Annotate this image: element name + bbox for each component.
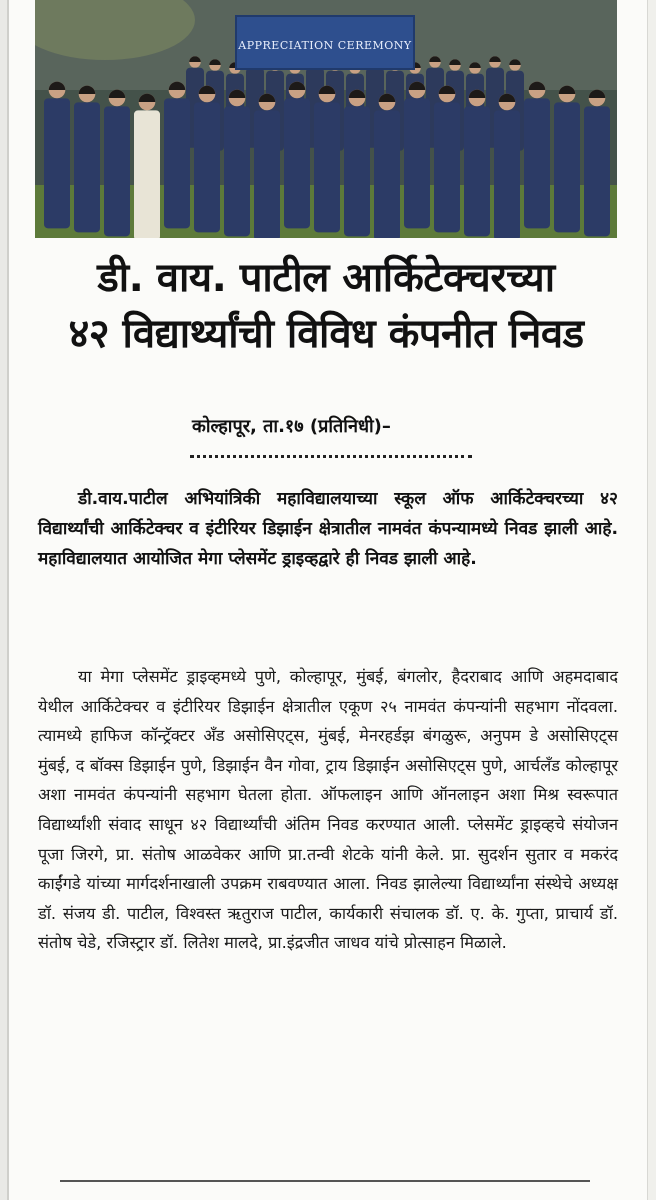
bottom-divider: [60, 1180, 590, 1182]
dateline: कोल्हापूर, ता.१७ (प्रतिनिधी)–: [192, 416, 391, 437]
person-body: [584, 106, 610, 236]
person-body: [284, 98, 310, 228]
person-body: [524, 98, 550, 228]
person-body: [104, 106, 130, 236]
person-body: [314, 102, 340, 232]
person-body: [74, 102, 100, 232]
person-body: [464, 106, 490, 236]
group-photo: [35, 0, 617, 238]
person-body: [134, 110, 160, 238]
person-body: [164, 98, 190, 228]
body-paragraph: या मेगा प्लेसमेंट ड्राइव्हमध्ये पुणे, कोल्हापूर, मुंबई, बंगलोर, हैदराबाद आणि अहमदाबाद येथील आर्किटेक्चर व इंटीरियर डिझाईन क्षेत्रातील एकूण २५ नामवंत कंपन्यांनी सहभाग नोंदवला. त्यामध्ये हाफिज कॉन्ट्रॅक्टर अँड असोसिएट्स, मुंबई, मेनरहर्डझ बंगळुरू, अनुपम डे असोसिएट्स मुंबई, द बॉक्स डिझाईन पुणे, डिझाईन वैन गोवा, ट्राय डिझाईन असोसिएट्स पुणे, आर्चलँड कोल्हापूर अशा नामवंत कंपन्यांनी सहभाग घेतला होता. ऑफलाइन आणि ऑनलाइन अशा मिश्र स्वरूपात विद्यार्थ्यांशी संवाद साधून ४२ विद्यार्थ्यांची अंतिम निवड करण्यात आली. प्लेसमेंट ड्राइव्हचे संयोजन पूजा जिरगे, प्रा. संतोष आळवेकर आणि प्रा.तन्वी शेटके यांनी केले. प्रा. सुदर्शन सुतार व मकरंद काईंगडे यांच्या मार्गदर्शनाखाली उपक्रम राबवण्यात आला. निवड झालेल्या विद्यार्थ्यांना संस्थेचे अध्यक्ष डॉ. संजय डी. पाटील, विश्वस्त ऋतुराज पाटील, कार्यकारी संचालक डॉ. ए. के. गुप्ता, प्राचार्य डॉ. संतोष चेडे, रजिस्ट्रार डॉ. लितेश मालदे, प्रा.इंद्रजीत जाधव यांचे प्रोत्साहन मिळाले.: [38, 667, 618, 953]
person-body: [44, 98, 70, 228]
dotted-divider: [190, 455, 472, 458]
person-body: [494, 110, 520, 238]
person-body: [404, 98, 430, 228]
headline-line-1: डी. वाय. पाटील आर्किटेक्चरच्या: [97, 255, 555, 301]
person-body: [194, 102, 220, 232]
person-body: [344, 106, 370, 236]
person-body: [224, 106, 250, 236]
person-body: [374, 110, 400, 238]
person-body: [554, 102, 580, 232]
headline-line-2: ४२ विद्यार्थ्यांची विविध कंपनीत निवड: [68, 311, 584, 357]
ceremony-banner: APPRECIATION CEREMONY: [235, 15, 415, 70]
headline: [35, 250, 617, 362]
page-right-margin: [647, 0, 656, 1200]
person-body: [254, 110, 280, 238]
lead-paragraph: डी.वाय.पाटील अभियांत्रिकी महाविद्यालयाच्या स्कूल ऑफ आर्किटेक्चरच्या ४२ विद्यार्थ्यांची आर्किटेक्चर व इंटीरियर डिझाईन क्षेत्रातील नामवंत कंपन्यामध्ये निवड झाली आहे. महाविद्यालयात आयोजित मेगा प्लेसमेंट ड्राइव्हद्वारे ही निवड झाली आहे.: [38, 489, 618, 569]
page-left-margin: [0, 0, 9, 1200]
person-body: [434, 102, 460, 232]
